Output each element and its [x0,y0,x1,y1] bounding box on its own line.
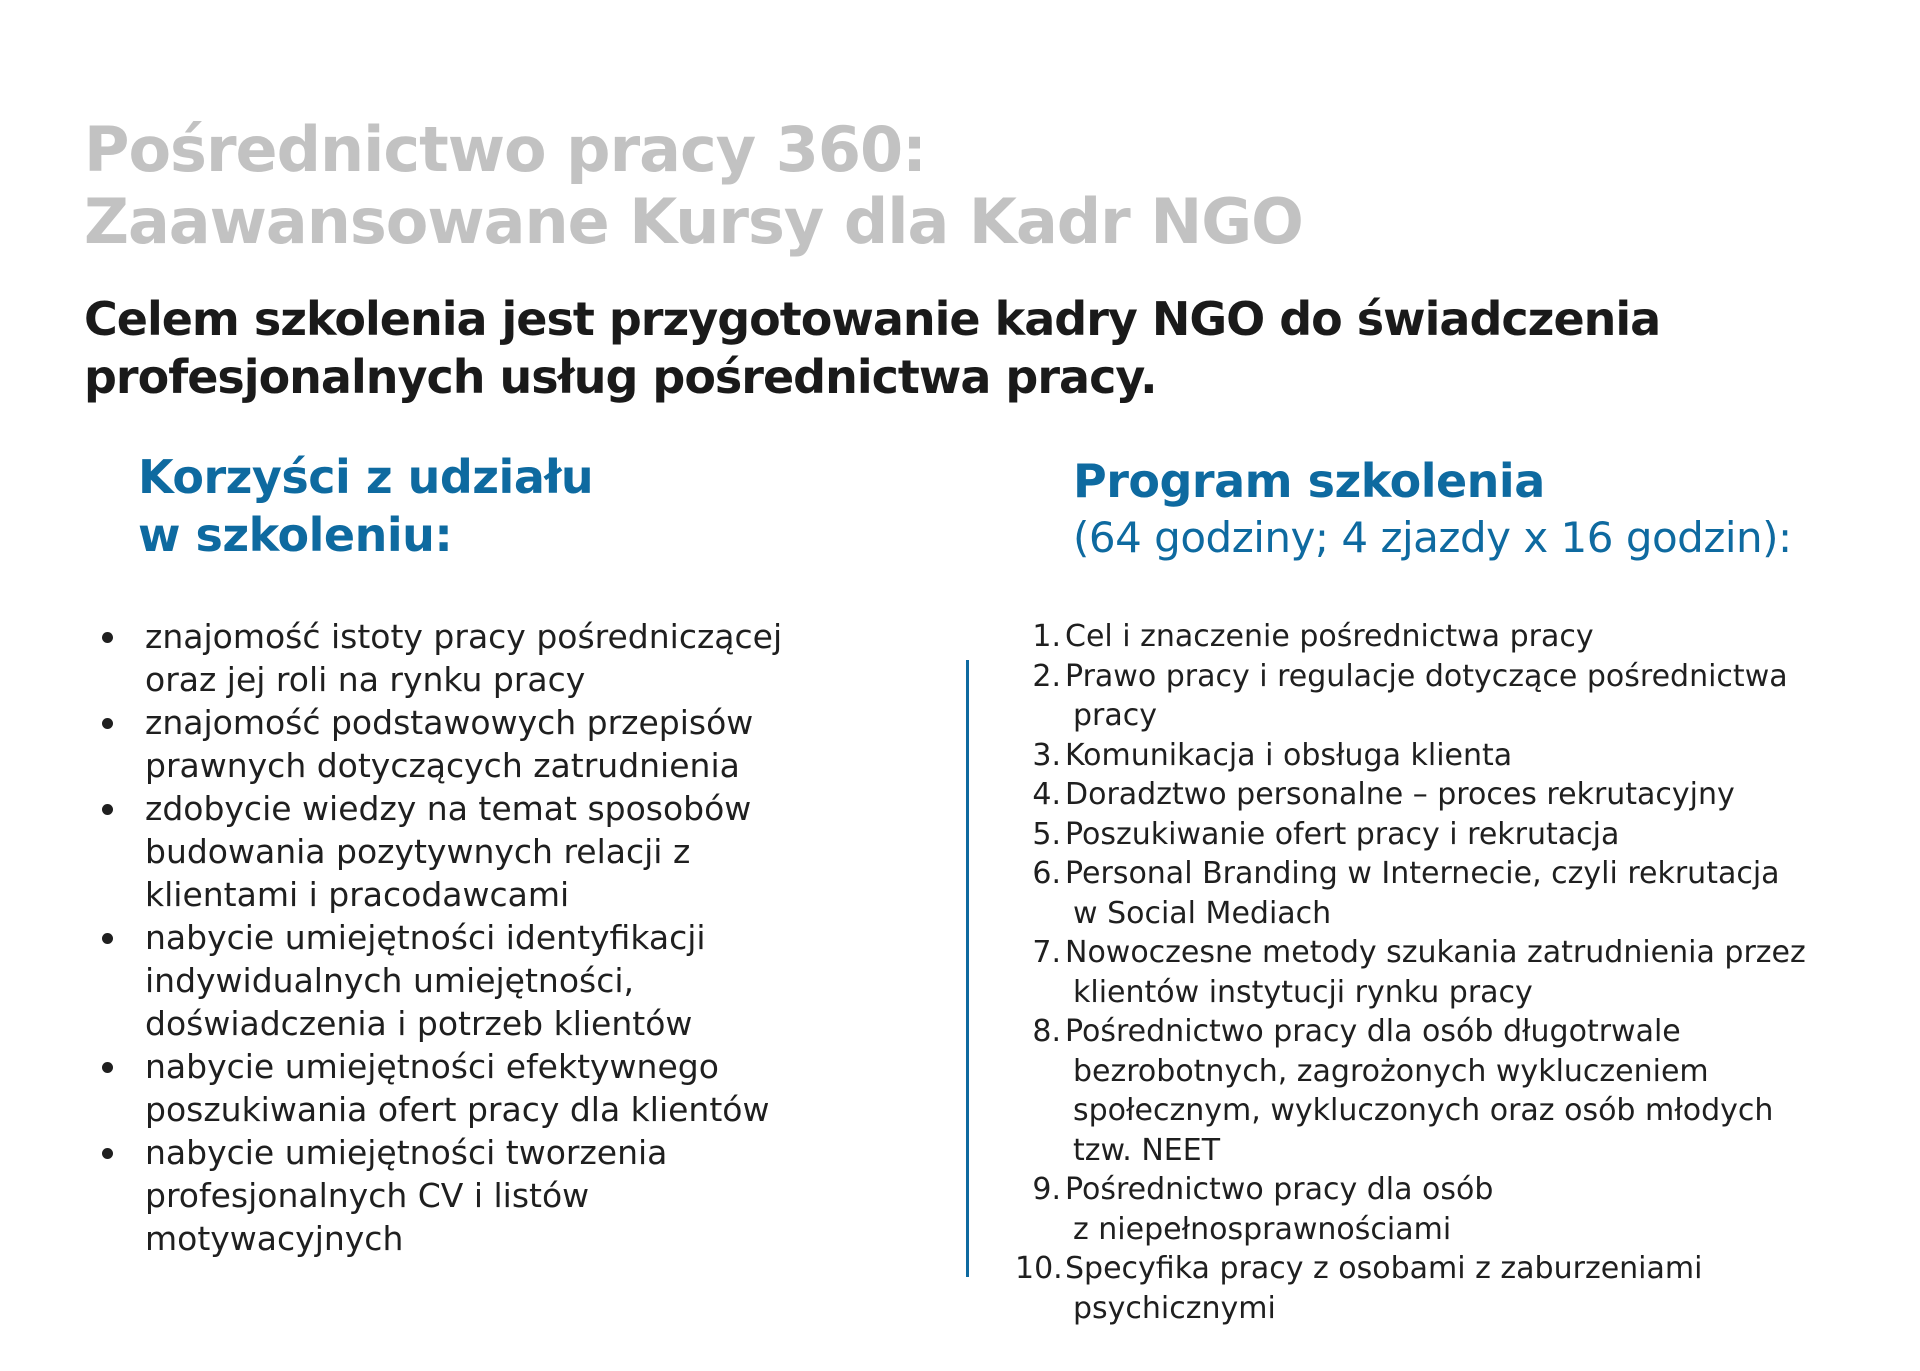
benefit-item-text: motywacyjnych [145,1219,404,1258]
program-item-text: Pośrednictwo pracy dla osób długotrwale [1065,1014,1681,1049]
program-item [1015,736,1895,776]
benefit-item [100,1045,900,1131]
bullet-icon [102,804,113,815]
program-item [1015,815,1895,855]
program-item-text: z niepełnosprawnościami [1073,1211,1452,1247]
program-item [1015,1249,1895,1328]
benefit-item-text: nabycie umiejętności tworzenia [145,1133,668,1172]
program-item [1015,1012,1895,1170]
benefit-item-text: zdobycie wiedzy na temat sposobów [145,789,752,828]
training-goal [84,290,1844,406]
benefit-item-text: prawnych dotyczących zatrudnienia [145,746,740,785]
program-item-number: 9. [1032,1172,1061,1207]
program-item-number: 2. [1032,658,1061,694]
bullet-icon [102,718,113,729]
program-heading-subtitle: (64 godziny; 4 zjazdy x 16 godzin): [1073,513,1792,562]
program-item [1015,933,1895,1012]
program-item-text: Doradztwo personalne – proces rekrutacyjny [1065,777,1735,812]
program-item-text: Specyfika pracy z osobami z zaburzeniami [1065,1251,1703,1286]
training-goal-line: Celem szkolenia jest przygotowanie kadry NGO do świadczenia [84,292,1661,347]
program-item-number: 6. [1032,856,1061,891]
benefit-item [100,701,900,787]
benefit-item-text: oraz jej roli na rynku pracy [145,660,586,699]
program-item-number: 3. [1032,737,1061,773]
benefit-item [100,787,900,916]
program-item [1015,854,1895,933]
benefit-item-text: nabycie umiejętności efektywnego [145,1047,719,1086]
program-item-text: społecznym, wykluczonych oraz osób młodych [1073,1093,1774,1128]
benefits-heading-line: Korzyści z udziału [138,450,594,504]
page-title-line: Zaawansowane Kursy dla Kadr NGO [84,184,1303,258]
benefit-item-text: nabycie umiejętności identyfikacji [145,918,706,957]
program-item-text: klientów instytucji rynku pracy [1073,974,1533,1010]
benefits-heading-line: w szkoleniu: [138,508,453,562]
bullet-icon [102,933,113,944]
program-item-text: Nowoczesne metody szukania zatrudnienia przez [1065,935,1806,970]
program-item-text: w Social Mediach [1073,895,1332,931]
benefit-item-text: poszukiwania ofert pracy dla klientów [145,1090,770,1129]
benefit-item [100,615,900,701]
bullet-icon [102,632,113,643]
program-item-text: Personal Branding w Internecie, czyli rekrutacja [1065,856,1780,891]
program-item-text: bezrobotnych, zagrożonych wykluczeniem [1073,1053,1709,1089]
benefit-item [100,916,900,1045]
program-item-number: 10. [1015,1251,1063,1286]
program-item-number: 5. [1032,816,1061,852]
program-item [1015,617,1895,657]
benefit-item-text: indywidualnych umiejętności, [145,961,635,1000]
benefit-item [100,1131,900,1260]
bullet-icon [102,1062,113,1073]
program-item-text: tzw. NEET [1073,1132,1221,1168]
bullet-icon [102,1148,113,1159]
program-item [1015,657,1895,736]
benefit-item-text: budowania pozytywnych relacji z [145,832,691,871]
page-title [84,114,1684,258]
benefits-list [100,615,900,1260]
program-list [1015,617,1895,1328]
program-item [1015,1170,1895,1249]
program-item-number: 4. [1032,777,1061,812]
program-item-number: 1. [1032,619,1061,654]
program-item-text: Prawo pracy i regulacje dotyczące pośrednictwa [1065,658,1788,694]
training-goal-line: profesjonalnych usług pośrednictwa pracy. [84,350,1157,405]
program-item-text: pracy [1073,698,1158,733]
program-item-text: psychicznymi [1073,1290,1276,1326]
column-divider [966,660,969,1277]
program-item-number: 8. [1032,1014,1061,1049]
benefit-item-text: doświadczenia i potrzeb klientów [145,1004,693,1043]
program-item-text: Cel i znaczenie pośrednictwa pracy [1065,619,1594,654]
program-item-text: Pośrednictwo pracy dla osób [1065,1172,1494,1207]
benefit-item-text: profesjonalnych CV i listów [145,1176,590,1215]
benefit-item-text: klientami i pracodawcami [145,875,570,914]
program-item-number: 7. [1032,935,1061,970]
program-item [1015,775,1895,815]
program-item-text: Poszukiwanie ofert pracy i rekrutacja [1065,816,1620,852]
program-heading [1073,452,1792,566]
program-heading-title: Program szkolenia [1073,454,1545,508]
page-title-line: Pośrednictwo pracy 360: [84,112,926,186]
benefit-item-text: znajomość podstawowych przepisów [145,703,754,742]
benefits-heading [138,448,593,564]
program-item-text: Komunikacja i obsługa klienta [1065,737,1513,773]
benefit-item-text: znajomość istoty pracy pośredniczącej [145,617,783,656]
